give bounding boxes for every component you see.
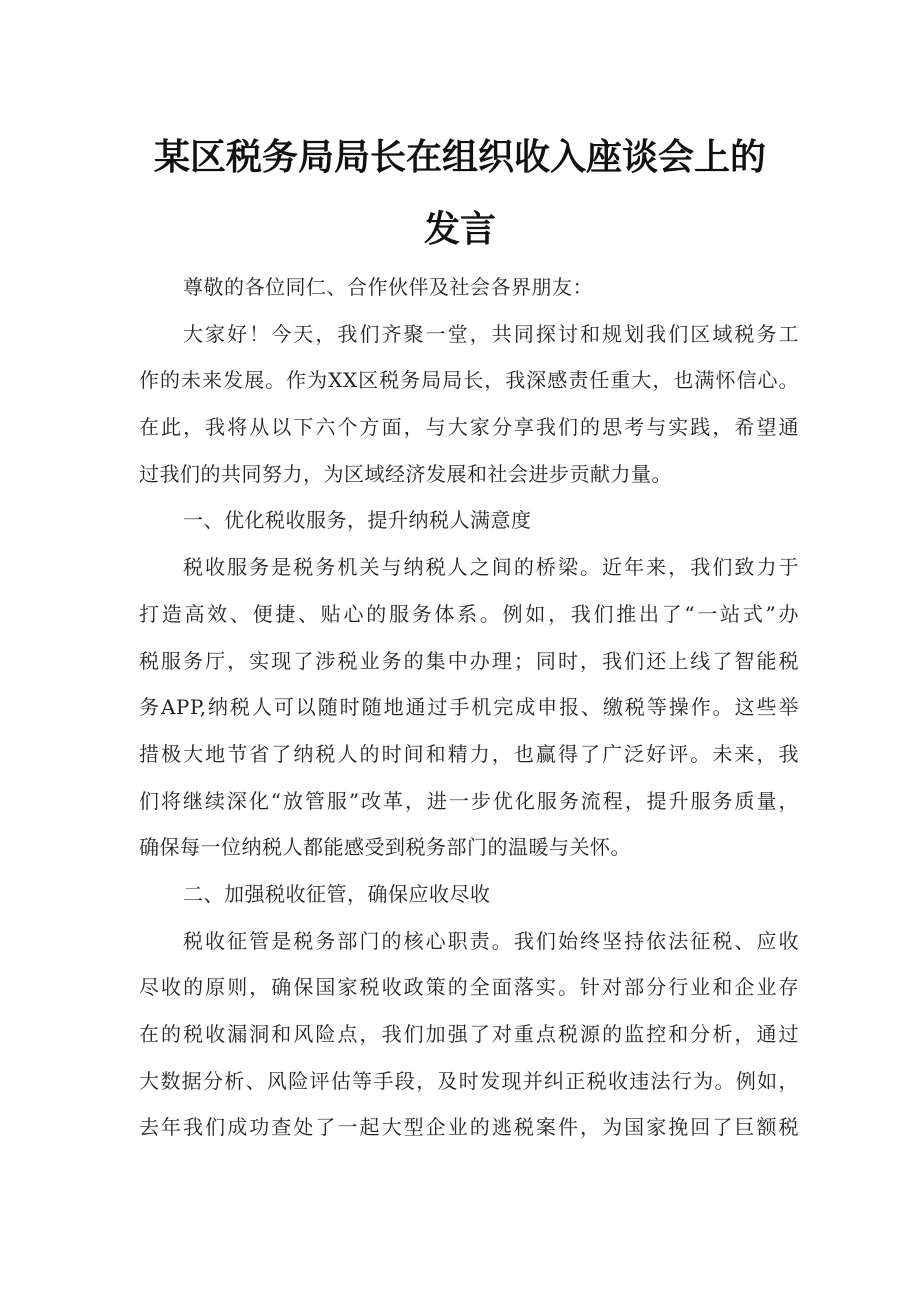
body-text-line: 税收服务是税务机关与纳税人之间的桥梁。近年来，我们致力于 <box>183 555 799 580</box>
document-body <box>139 264 799 1151</box>
body-text-line: 作的未来发展。作为XX区税务局局长，我深感责任重大，也满怀信心。 <box>139 368 799 393</box>
body-text-line: 大家好！今天，我们齐聚一堂，共同探讨和规划我们区域税务工 <box>183 321 799 346</box>
document-title-line-1: 某区税务局局长在组织收入座谈会上的 <box>153 137 766 178</box>
body-text-line: 二、加强税收征管，确保应收尽收 <box>183 881 491 906</box>
body-text-line: 打造高效、便捷、贴心的服务体系。例如，我们推出了“一站式”办 <box>139 601 799 626</box>
body-text-line: 在的税收漏洞和风险点，我们加强了对重点税源的监控和分析，通过 <box>139 1022 799 1046</box>
body-text-line: 过我们的共同努力，为区域经济发展和社会进步贡献力量。 <box>139 461 672 486</box>
body-text-line: 措极大地节省了纳税人的时间和精力，也赢得了广泛好评。未来，我 <box>139 741 799 766</box>
body-text-line: 大数据分析、风险评估等手段，及时发现并纠正税收违法行为。例如， <box>139 1068 799 1093</box>
body-text-line: 税服务厅，实现了涉税业务的集中办理；同时，我们还上线了智能税 <box>139 648 799 673</box>
body-text-line: 去年我们成功查处了一起大型企业的逃税案件，为国家挽回了巨额税 <box>139 1115 799 1140</box>
body-text-line: 税收征管是税务部门的核心职责。我们始终坚持依法征税、应收 <box>183 928 799 953</box>
body-text-line: 确保每一位纳税人都能感受到税务部门的温暖与关怀。 <box>139 835 631 860</box>
body-text-line: 务APP,纳税人可以随时随地通过手机完成申报、缴税等操作。这些举 <box>139 695 799 720</box>
body-text-line: 尽收的原则，确保国家税收政策的全面落实。针对部分行业和企业存 <box>139 975 799 1000</box>
body-text-line: 们将继续深化“放管服”改革，进一步优化服务流程，提升服务质量， <box>139 788 799 813</box>
body-text-line: 一、优化税收服务，提升纳税人满意度 <box>183 508 532 533</box>
document-title-line-2: 发言 <box>423 209 496 250</box>
body-text-line: 尊敬的各位同仁、合作伙伴及社会各界朋友： <box>183 275 593 299</box>
body-text-line: 在此，我将从以下六个方面，与大家分享我们的思考与实践，希望通 <box>139 415 799 440</box>
